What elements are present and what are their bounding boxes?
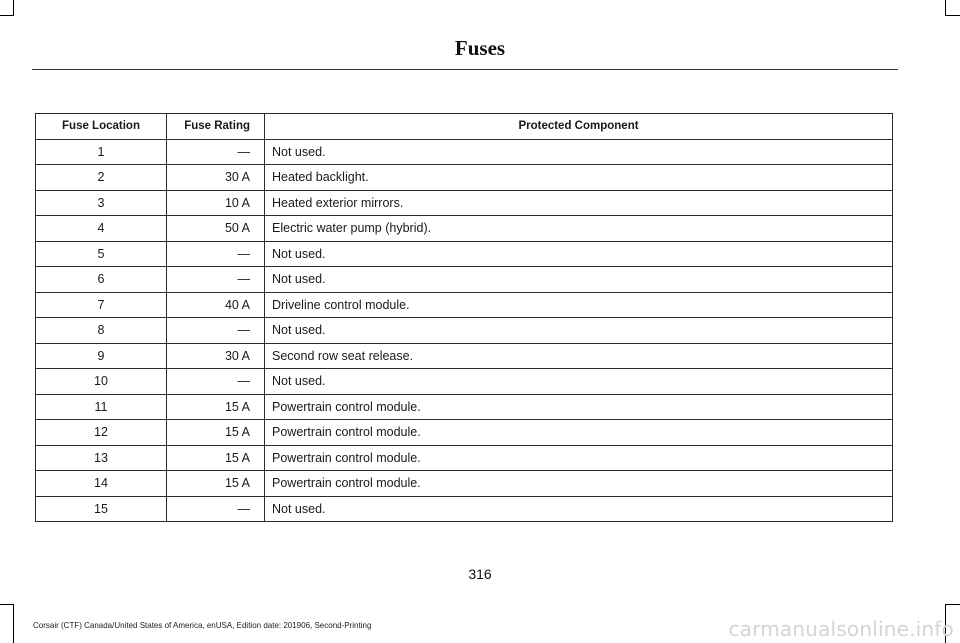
cell-location: 2 (36, 165, 167, 191)
edition-footer: Corsair (CTF) Canada/United States of America, enUSA, Edition date: 201906, Second-Printing (33, 621, 372, 630)
cell-location: 11 (36, 394, 167, 420)
table-row (36, 241, 893, 267)
cell-location: 4 (36, 216, 167, 242)
cell-location: 13 (36, 445, 167, 471)
table-row (36, 190, 893, 216)
crop-mark-top-right-v (945, 0, 946, 16)
table-row (36, 216, 893, 242)
header-protected-component: Protected Component (265, 114, 893, 140)
crop-mark-top-left-v (13, 0, 14, 16)
table-row (36, 496, 893, 522)
cell-component: Heated exterior mirrors. (265, 190, 893, 216)
table-row (36, 445, 893, 471)
crop-mark-bottom-left-h (0, 604, 14, 605)
cell-component: Heated backlight. (265, 165, 893, 191)
cell-component: Powertrain control module. (265, 420, 893, 446)
cell-component: Second row seat release. (265, 343, 893, 369)
crop-mark-top-right-h (945, 15, 960, 16)
cell-location: 15 (36, 496, 167, 522)
fuse-table (35, 113, 893, 522)
cell-location: 3 (36, 190, 167, 216)
table-row (36, 139, 893, 165)
title-divider (32, 69, 898, 70)
cell-rating: 15 A (167, 471, 265, 497)
table-row (36, 420, 893, 446)
cell-rating: — (167, 369, 265, 395)
cell-component: Powertrain control module. (265, 445, 893, 471)
cell-rating: 30 A (167, 165, 265, 191)
cell-rating: 30 A (167, 343, 265, 369)
cell-rating: 40 A (167, 292, 265, 318)
header-fuse-rating: Fuse Rating (167, 114, 265, 140)
cell-location: 6 (36, 267, 167, 293)
cell-location: 5 (36, 241, 167, 267)
table-row (36, 343, 893, 369)
cell-location: 8 (36, 318, 167, 344)
table-row (36, 471, 893, 497)
table-row (36, 318, 893, 344)
cell-rating: — (167, 496, 265, 522)
crop-mark-bottom-left-v (13, 604, 14, 643)
cell-location: 12 (36, 420, 167, 446)
watermark-link[interactable]: carmanualsonline.info (728, 617, 954, 641)
table-row (36, 292, 893, 318)
cell-rating: 15 A (167, 445, 265, 471)
table-row (36, 165, 893, 191)
cell-component: Not used. (265, 267, 893, 293)
page-number: 316 (468, 566, 492, 582)
header-fuse-location: Fuse Location (36, 114, 167, 140)
table-row (36, 267, 893, 293)
cell-location: 1 (36, 139, 167, 165)
cell-location: 9 (36, 343, 167, 369)
table-row (36, 394, 893, 420)
cell-component: Not used. (265, 318, 893, 344)
cell-rating: 50 A (167, 216, 265, 242)
cell-component: Driveline control module. (265, 292, 893, 318)
cell-component: Not used. (265, 496, 893, 522)
cell-location: 14 (36, 471, 167, 497)
cell-component: Not used. (265, 241, 893, 267)
crop-mark-top-left-h (0, 15, 14, 16)
cell-rating: 15 A (167, 420, 265, 446)
cell-component: Electric water pump (hybrid). (265, 216, 893, 242)
table-header-row (36, 114, 893, 140)
page-title: Fuses (454, 36, 506, 60)
cell-rating: — (167, 318, 265, 344)
cell-rating: — (167, 139, 265, 165)
cell-component: Not used. (265, 139, 893, 165)
crop-mark-bottom-right-h (945, 604, 960, 605)
cell-rating: — (167, 241, 265, 267)
cell-component: Not used. (265, 369, 893, 395)
cell-component: Powertrain control module. (265, 394, 893, 420)
cell-rating: 10 A (167, 190, 265, 216)
cell-rating: — (167, 267, 265, 293)
cell-component: Powertrain control module. (265, 471, 893, 497)
table-row (36, 369, 893, 395)
cell-location: 7 (36, 292, 167, 318)
cell-location: 10 (36, 369, 167, 395)
cell-rating: 15 A (167, 394, 265, 420)
